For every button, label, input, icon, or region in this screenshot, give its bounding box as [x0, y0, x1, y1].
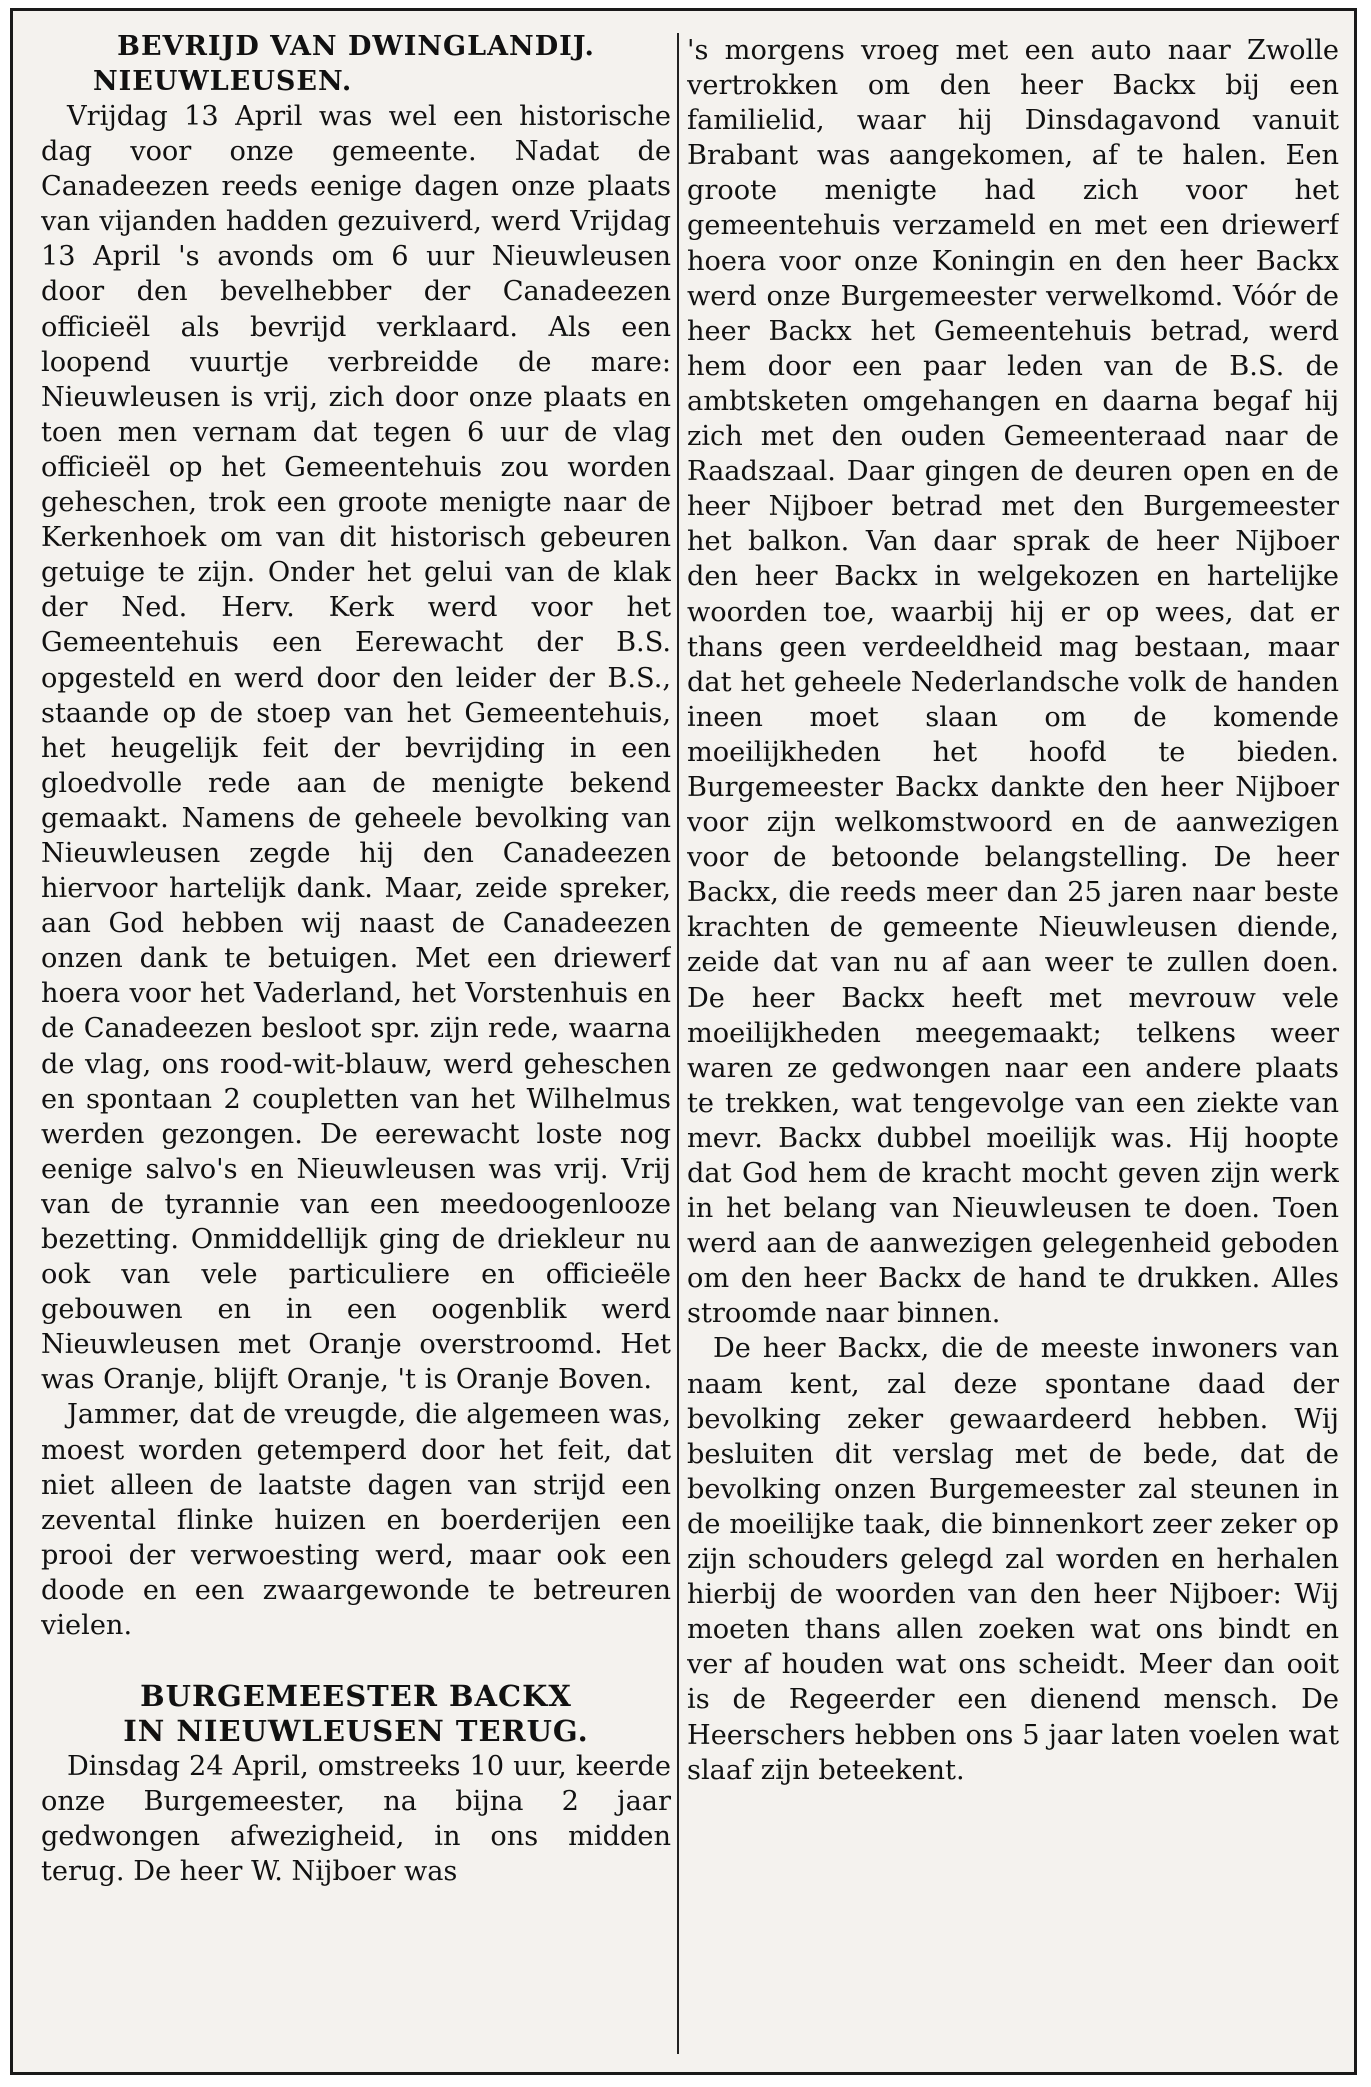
newspaper-clipping [10, 8, 1357, 2075]
right-column [687, 33, 1339, 2058]
article2-continued: 's morgens vroeg met een auto naar Zwolle vertrokken om den heer Backx bij een familielid, waar hij Dinsdagavond vanuit Brabant was aangekomen, af te halen. Een groote menigte had zich voor het gemeentehuis verzameld en met een driewerf hoera voor onze Koningin en den heer Backx werd onze Burgemeester verwelkomd. Vóór de heer Backx het Gemeentehuis betrad, werd hem door een paar leden van de B.S. de ambtsketen omgehangen en daarna begaf hij zich met den ouden Gemeenteraad naar de Raadszaal. Daar gingen de deuren open en de heer Nijboer betrad met den Burgemeester het balkon. Van daar sprak de heer Nijboer den heer Backx in welgekozen en hartelijke woorden toe, waarbij hij er op wees, dat er thans geen verdeeldheid mag bestaan, maar dat het geheele Nederlandsche volk de handen ineen moet slaan om de komende moeilijkheden het hoofd te bieden. Burgemeester Backx dankte den heer Nijboer voor zijn welkomstwoord en de aanwezigen voor de betoonde belangstelling. De heer Backx, die reeds meer dan 25 jaren naar beste krachten de gemeente Nieuwleusen diende, zeide dat van nu af aan weer te zullen doen. De heer Backx heeft met mevrouw vele moeilijkheden meegemaakt; telkens weer waren ze gedwongen naar een andere plaats te trekken, wat tengevolge van een ziekte van mevr. Backx dubbel moeilijk was. Hij hoopte dat God hem de kracht mocht geven zijn werk in het belang van Nieuwleusen te doen. Toen werd aan de aanwezigen gelegenheid geboden om den heer Backx de hand te drukken. Alles stroomde naar binnen. [687, 35, 1339, 1330]
column-divider [677, 33, 679, 2054]
article2-headline-line2: IN NIEUWLEUSEN TERUG. [123, 1714, 589, 1749]
article2-closing: De heer Backx, die de meeste inwoners van naam kent, zal deze spontane daad der bevolking zeker gewaardeerd hebben. Wij besluiten dit verslag met de bede, dat de bevolking onzen Burgemeester zal steunen in de moeilijke taak, die binnenkort zeer zeker op zijn schouders gelegd zal worden en herhalen hierbij de woorden van den heer Nijboer: Wij moeten thans allen zoeken wat ons bindt en ver af houden wat ons scheidt. Meer dan ooit is de Regeerder een dienend mensch. De Heerschers hebben ons 5 jaar laten voelen wat slaaf zijn beteekent. [687, 1333, 1339, 1786]
left-column [41, 29, 671, 2058]
article1-paragraph-2: Jammer, dat de vreugde, die algemeen was, moest worden getemperd door het feit, dat niet alleen de laatste dagen van strijd een zevental flinke huizen en boerderijen een prooi der verwoesting werd, maar ook een doode en een zwaargewonde te betreuren vielen. [41, 1399, 671, 1642]
article2-intro: Dinsdag 24 April, omstreeks 10 uur, keerde onze Burgemeester, na bijna 2 jaar gedwongen afwezigheid, in ons midden terug. De heer W. Nijboer was [41, 1751, 671, 1888]
article1-headline: BEVRIJD VAN DWINGLANDIJ. [117, 31, 595, 62]
article1-paragraph-1: Vrijdag 13 April was wel een historische dag voor onze gemeente. Nadat de Canadeezen reeds eenige dagen onze plaats van vijanden hadden gezuiverd, werd Vrijdag 13 April 's avonds om 6 uur Nieuwleusen door den bevelhebber der Canadeezen officieël als bevrijd verklaard. Als een loopend vuurtje verbreidde de mare: Nieuwleusen is vrij, zich door onze plaats en toen men vernam dat tegen 6 uur de vlag officieël op het Gemeentehuis zou worden geheschen, trok een groote menigte naar de Kerkenhoek om van dit historisch gebeuren getuige te zijn. Onder het gelui van de klak der Ned. Herv. Kerk werd voor het Gemeentehuis een Eerewacht der B.S. opgesteld en werd door den leider der B.S., staande op de stoep van het Gemeentehuis, het heugelijk feit der bevrijding in een gloedvolle rede aan de menigte bekend gemaakt. Namens de geheele bevolking van Nieuwleusen zegde hij den Canadeezen hiervoor hartelijk dank. Maar, zeide spreker, aan God hebben wij naast de Canadeezen onzen dank te betuigen. Met een driewerf hoera voor het Vaderland, het Vorstenhuis en de Canadeezen besloot spr. zijn rede, waarna de vlag, ons rood-wit-blauw, werd geheschen en spontaan 2 coupletten van het Wilhelmus werden gezongen. De eerewacht loste nog eenige salvo's en Nieuwleusen was vrij. Vrij van de tyrannie van een meedoogenlooze bezetting. Onmiddellijk ging de driekleur nu ook van vele particuliere en officieële gebouwen en in een oogenblik werd Nieuwleusen met Oranje overstroomd. Het was Oranje, blijft Oranje, 't is Oranje Boven. [41, 101, 671, 1396]
article2-headline-line1: BURGEMEESTER BACKX [140, 1679, 572, 1714]
article1-subhead: NIEUWLEUSEN. [93, 66, 353, 97]
